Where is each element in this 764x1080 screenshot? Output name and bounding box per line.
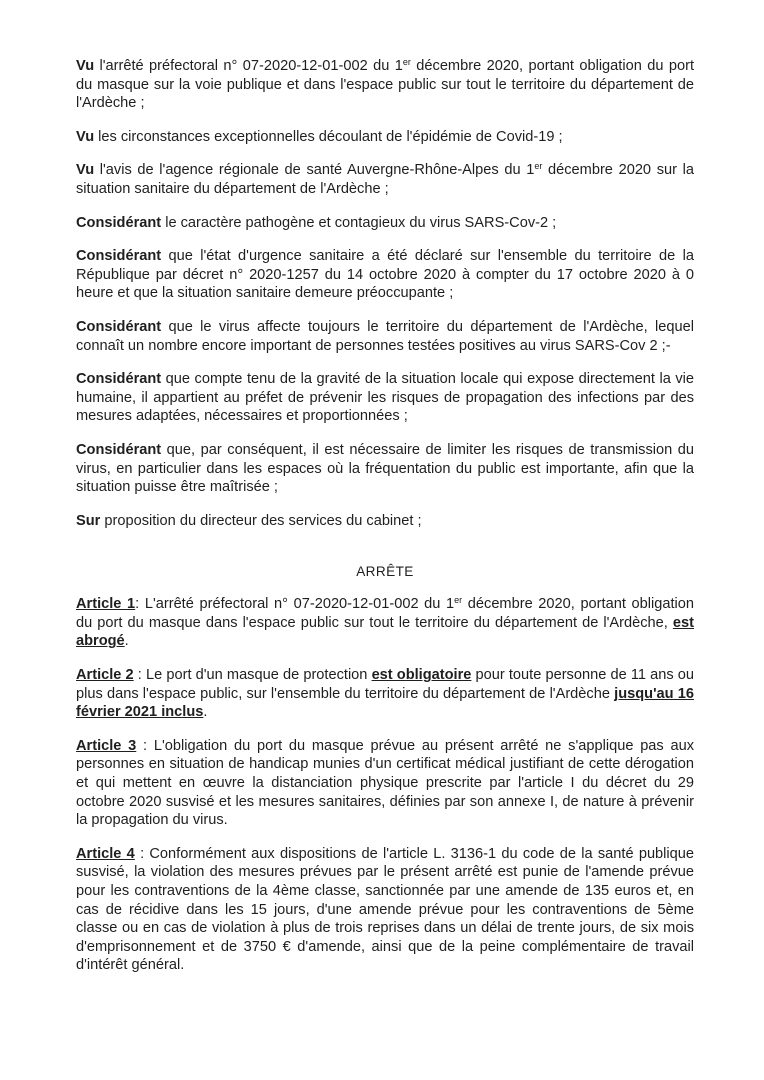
emphasis-text: jusqu'au 16 février 2021 inclus [76,685,694,721]
body-text: l'arrêté préfectoral n° 07-2020-12-01-002 du 1 [94,58,403,74]
body-text: proposition du directeur des services du cabinet ; [100,512,422,529]
considerant-paragraph [76,370,694,426]
paragraph-lead: Considérant [76,214,162,231]
body-text: : Conformément aux dispositions de l'article L. 3136-1 du code de la santé publique susvisé, la violation des mesures prévues par le présent arrêté est punie de l'amende prévue pour les contraventions de la 4ème classe, sanctionnée par une amende de 135 euros et, en cas de récidive dans les 15 jours, d'une amende prévue pour les contraventions de 5ème classe ou en cas de violation à plus de trois reprises dans un délai de trente jours, de six mois d'emprisonnement et de 3750 € d'amende, ainsi que de la peine complémentaire de travail d'intérêt général. [76,845,695,974]
considerant-paragraph [76,512,694,531]
body-text: : Le port d'un masque de protection [133,667,372,684]
article-paragraph [76,845,694,975]
body-text: décembre 2020 sur la situation sanitaire du département de l'Ardèche ; [76,162,694,197]
paragraph-lead: Vu [76,162,95,179]
emphasis-text: est abrogé [76,614,694,650]
body-text: décembre 2020, portant obligation du port du masque dans l'espace public sur tout le territoire du département de l'Ardèche, [76,596,694,631]
paragraph-lead: Sur [76,512,101,529]
body-text: . [203,704,208,721]
article-paragraph [76,595,694,651]
considerant-paragraph [76,247,694,303]
emphasis-text: est obligatoire [371,667,472,684]
body-text: les circonstances exceptionnelles découlant de l'épidémie de Covid-19 ; [94,128,563,145]
considerant-paragraph [76,161,694,198]
body-text: : L'obligation du port du masque prévue au présent arrêté ne s'applique pas aux personnes en situation de handicap munies d'un certificat médical justifiant de cette dérogation et qui mettent en œuvre la distanciation physique prescrite par l'article I du décret du 29 octobre 2020 susvisé et les mesures sanitaires, définies par son annexe I, de nature à prévenir la propagation du virus. [76,737,694,829]
considerant-paragraph [76,318,694,355]
body-text: que le virus affecte toujours le territoire du département de l'Ardèche, lequel connaît un nombre encore important de personnes testées positives au virus SARS-Cov 2 ;- [76,318,694,354]
paragraph-lead: Vu [76,128,95,145]
body-text: que l'état d'urgence sanitaire a été déclaré sur l'ensemble du territoire de la République par décret n° 2020-1257 du 14 octobre 2020 à compter du 17 octobre 2020 à 0 heure et que la situation sanitaire demeure préoccupante ; [76,248,694,302]
ordinal-superscript: er [454,595,463,606]
body-text: que, par conséquent, il est nécessaire de limiter les risques de transmission du virus, en particulier dans les espaces où la fréquentation du public est importante, afin que la situation puisse être maîtrisée ; [76,441,694,496]
considerant-paragraph [76,214,694,233]
body-text: que compte tenu de la gravité de la situation locale qui expose directement la vie humaine, il appartient au préfet de prévenir les risques de propagation des infections par des mesures adaptées, nécessaires et proportionnées ; [76,371,694,425]
body-text: : L'arrêté préfectoral n° 07-2020-12-01-002 du 1 [135,596,455,613]
paragraph-lead: Considérant [76,318,162,335]
ordinal-superscript: er [534,161,543,172]
considerant-paragraph [76,441,694,497]
article-label: Article 3 [76,737,137,754]
article-paragraph [76,666,694,722]
body-text: le caractère pathogène et contagieux du virus SARS-Cov-2 ; [161,214,557,231]
paragraph-lead: Vu [76,58,95,74]
body-text: . [124,633,129,650]
paragraph-lead: Considérant [76,441,162,458]
article-label: Article 1 [76,596,136,613]
articles-section [76,595,694,975]
ordinal-superscript: er [402,57,411,67]
body-text: l'avis de l'agence régionale de santé Auvergne-Rhône-Alpes du 1 [94,162,535,179]
decision-title: ARRÊTE [356,564,414,580]
considerants-section [76,57,694,530]
article-paragraph [76,737,694,830]
paragraph-lead: Considérant [76,371,162,388]
considerant-paragraph [76,57,694,113]
body-text: décembre 2020, portant obligation du port du masque sur la voie publique et dans l'espace public sur tout le territoire du département de l'Ardèche ; [76,58,694,112]
considerant-paragraph [76,128,694,147]
paragraph-lead: Considérant [76,248,162,265]
article-label: Article 2 [76,667,134,684]
body-text: pour toute personne de 11 ans ou plus dans l'espace public, sur l'ensemble du territoire du département de l'Ardèche [76,667,694,702]
article-label: Article 4 [76,845,135,862]
